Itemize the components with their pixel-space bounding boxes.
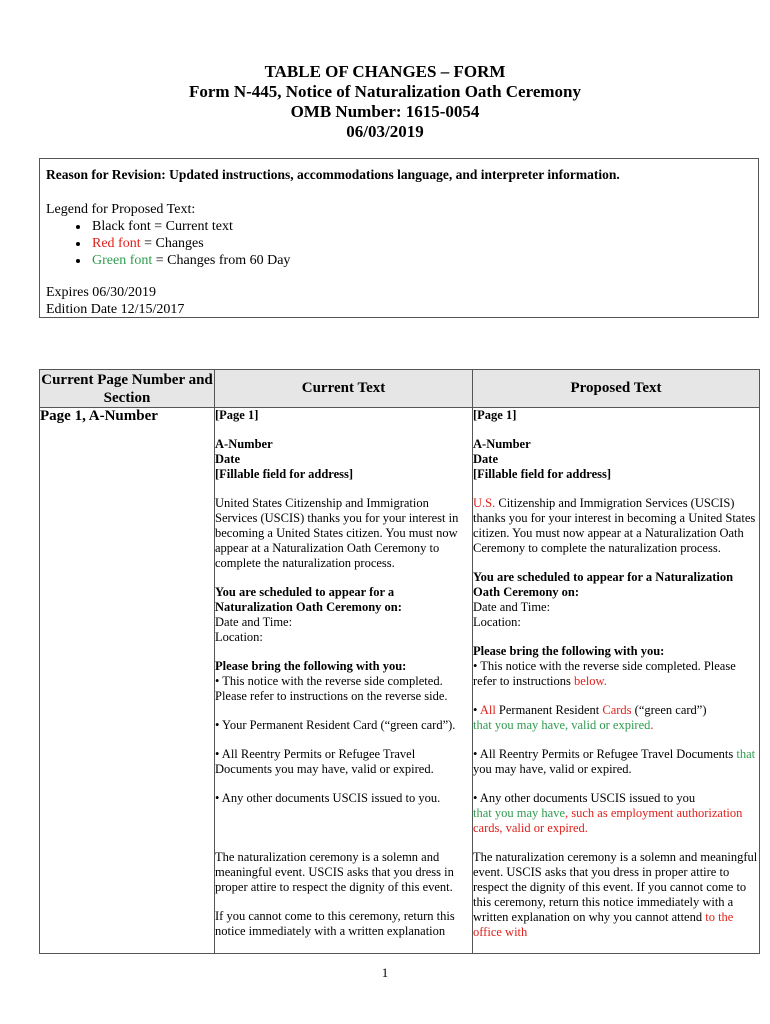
current-scheduled — [215, 585, 472, 645]
proposed-page: [Page 1] — [473, 408, 517, 422]
change-us: U.S. — [473, 496, 496, 510]
table-header-row — [40, 370, 760, 408]
gc-text-end: (“green card”) — [631, 703, 707, 717]
title-line-2: Form N-445, Notice of Naturalization Oath Ceremony — [188, 82, 582, 101]
change-cards: Cards — [602, 703, 632, 717]
change-60day-other: that you may have — [473, 806, 565, 820]
legend-text: = Changes from 60 Day — [152, 253, 291, 268]
legend-title: Legend for Proposed Text: — [46, 202, 196, 217]
bring-item-text: • This notice with the reverse side completed. Please refer to instructions — [473, 659, 736, 688]
header-current-text: Current Text — [215, 370, 473, 408]
other-docs-text: • Any other documents USCIS issued to you — [473, 791, 696, 805]
change-period: . — [650, 718, 654, 732]
change-employment-cards: , such as employment authorization cards, valid or expired — [473, 806, 743, 835]
reentry-text-end: you may have, valid or expired. — [473, 762, 632, 776]
legend-label: Green font — [92, 253, 153, 268]
table-row — [40, 408, 760, 954]
current-text-cell — [215, 408, 473, 954]
legend-item — [90, 218, 290, 235]
location-label: Location: — [215, 630, 263, 644]
legend-label: Black font — [92, 219, 151, 234]
scheduled-heading: You are scheduled to appear for a Naturalization Oath Ceremony on: — [215, 585, 402, 614]
changes-table — [39, 369, 760, 954]
title-line-4: 06/03/2019 — [346, 122, 424, 141]
legend-text: = Current text — [150, 219, 233, 234]
proposed-reentry — [473, 747, 759, 777]
legend-label: Red font — [92, 236, 141, 251]
field-date: Date — [215, 452, 240, 466]
bring-heading: Please bring the following with you: — [215, 659, 407, 673]
legend-list — [46, 218, 290, 269]
change-60day-gc: that you may have, valid or expired — [473, 718, 651, 732]
legend-item — [90, 235, 290, 252]
reason-for-revision: Reason for Revision: Updated instructions, accommodations language, and interpreter information. — [46, 167, 620, 182]
location-label: Location: — [473, 615, 521, 629]
current-fields — [215, 437, 472, 482]
current-cannot-come: If you cannot come to this ceremony, return this notice immediately with a written explanation — [215, 909, 455, 938]
proposed-thanks — [473, 496, 759, 556]
proposed-scheduled — [473, 570, 759, 630]
proposed-solemn — [473, 850, 759, 940]
field-anumber: A-Number — [215, 437, 273, 451]
change-below: below. — [574, 674, 607, 688]
field-address: [Fillable field for address] — [215, 467, 354, 481]
page-number: 1 — [381, 965, 389, 980]
current-solemn: The naturalization ceremony is a solemn and meaningful event. USCIS asks that you dress in proper attire to respect the dignity of this event. — [215, 850, 454, 894]
bring-item: • This notice with the reverse side completed. Please refer to instructions on the reverse side. — [215, 674, 448, 703]
gc-text: Permanent Resident — [495, 703, 603, 717]
change-60day-that: that — [736, 747, 756, 761]
bullet: • — [473, 703, 480, 717]
field-address: [Fillable field for address] — [473, 467, 612, 481]
proposed-text-cell — [473, 408, 760, 954]
legend — [46, 201, 290, 269]
current-green-card: • Your Permanent Resident Card (“green card”). — [215, 718, 456, 732]
title-line-1: TABLE OF CHANGES – FORM — [264, 62, 506, 81]
document-title — [0, 62, 770, 142]
thanks-text: Citizenship and Immigration Services (USCIS) thanks you for your interest in becoming a United States citizen. You must now appear at a Naturalization Oath Ceremony to complete the naturalization process. — [473, 496, 756, 555]
solemn-text: The naturalization ceremony is a solemn and meaningful event. USCIS asks that you dress in proper attire to respect the dignity of this event. If you cannot come to this ceremony, return this notice immediately with a written explanation on why you cannot attend — [473, 850, 758, 924]
legend-text: = Changes — [140, 236, 204, 251]
current-bring — [215, 659, 472, 704]
reentry-text: • All Reentry Permits or Refugee Travel Documents — [473, 747, 737, 761]
current-reentry: • All Reentry Permits or Refugee Travel Documents you may have, valid or expired. — [215, 747, 434, 776]
edition-date: Edition Date 12/15/2017 — [46, 302, 185, 317]
field-anumber: A-Number — [473, 437, 531, 451]
bring-heading: Please bring the following with you: — [473, 644, 665, 658]
dates-block — [46, 284, 184, 318]
date-time-label: Date and Time: — [473, 600, 551, 614]
proposed-bring — [473, 644, 759, 689]
proposed-other-docs — [473, 791, 759, 836]
change-period: . — [584, 821, 588, 835]
change-to-office: to the office with — [473, 910, 734, 939]
change-all: All — [479, 703, 496, 717]
current-page: [Page 1] — [215, 408, 259, 422]
field-date: Date — [473, 452, 498, 466]
revision-box — [39, 158, 759, 318]
current-other-docs: • Any other documents USCIS issued to you. — [215, 791, 441, 805]
title-line-3: OMB Number: 1615-0054 — [290, 102, 480, 121]
current-thanks: United States Citizenship and Immigration Services (USCIS) thanks you for your interest in becoming a United States citizen. You must now appear at a Naturalization Oath Ceremony to complete the naturalization process. — [215, 496, 459, 570]
header-proposed-text: Proposed Text — [473, 370, 760, 408]
expires-date: Expires 06/30/2019 — [46, 285, 157, 300]
scheduled-heading: You are scheduled to appear for a Naturalization Oath Ceremony on: — [473, 570, 734, 599]
legend-item — [90, 252, 290, 269]
header-section: Current Page Number and Section — [40, 370, 215, 408]
proposed-green-card — [473, 703, 759, 733]
bring-item — [473, 659, 759, 689]
date-time-label: Date and Time: — [215, 615, 293, 629]
proposed-fields — [473, 437, 759, 482]
section-cell: Page 1, A-Number — [40, 408, 215, 954]
